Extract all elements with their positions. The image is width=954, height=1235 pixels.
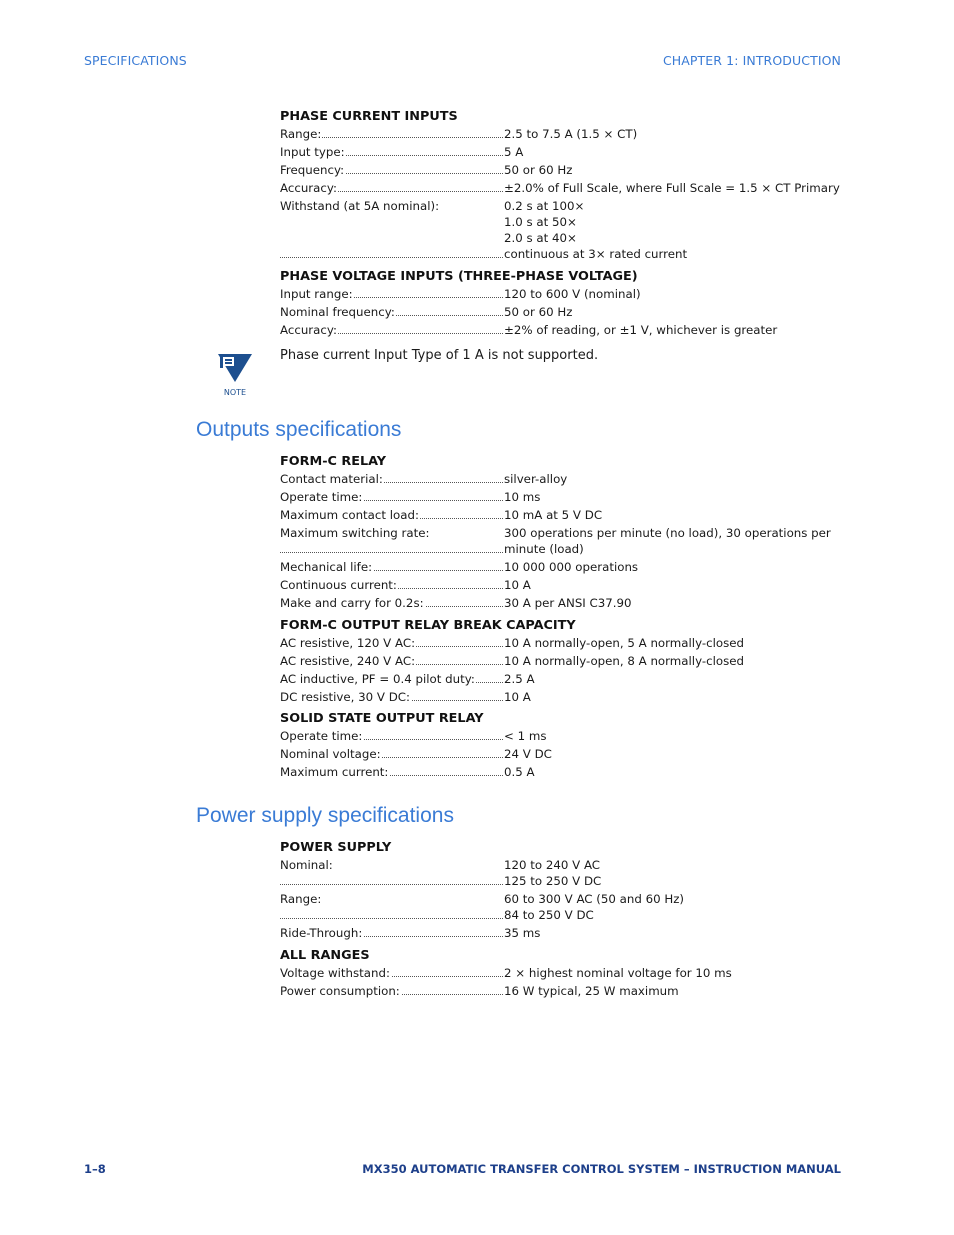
spec-label-text: Operate time:: [280, 490, 363, 504]
spec-row: [280, 322, 840, 338]
spec-row: [280, 144, 840, 160]
spec-value: [504, 689, 840, 705]
phase-current-block: [280, 108, 840, 264]
spec-label-text: Voltage withstand:: [280, 966, 390, 980]
spec-label: [280, 525, 504, 557]
spec-value: [504, 559, 840, 575]
spec-label: [280, 671, 504, 687]
spec-value-line: ±2% of reading, or ±1 V, whichever is greater: [504, 323, 778, 337]
spec-label-text: Accuracy:: [280, 323, 337, 337]
spec-label-text: AC resistive, 120 V AC:: [280, 636, 416, 650]
spec-label-text: Contact material:: [280, 472, 383, 486]
spec-label: [280, 489, 504, 505]
spec-value-line: 120 to 600 V (nominal): [504, 287, 641, 301]
spec-value: [504, 764, 840, 780]
spec-value: [504, 471, 840, 487]
spec-value-line: 60 to 300 V AC (50 and 60 Hz): [504, 892, 685, 906]
spec-value-line: 2.5 to 7.5 A (1.5 × CT): [504, 127, 638, 141]
note-icon-label: NOTE: [223, 388, 247, 397]
spec-value: [504, 653, 840, 669]
spec-row: [280, 559, 840, 575]
spec-label: [280, 198, 504, 262]
spec-value-line: 50 or 60 Hz: [504, 163, 573, 177]
spec-value: [504, 857, 840, 889]
spec-value-line: 10 A normally-open, 8 A normally-closed: [504, 654, 744, 668]
spec-label-text: Power consumption:: [280, 984, 400, 998]
spec-value-line: 30 A per ANSI C37.90: [504, 596, 632, 610]
spec-row: [280, 925, 840, 941]
spec-row: [280, 965, 840, 981]
spec-value-line: silver-alloy: [504, 472, 568, 486]
spec-row: [280, 671, 840, 687]
spec-label: [280, 595, 504, 611]
solid-state-block: [280, 710, 840, 782]
subsection-title: FORM-C OUTPUT RELAY BREAK CAPACITY: [280, 618, 576, 633]
spec-label-text: Maximum contact load:: [280, 508, 419, 522]
spec-row: [280, 507, 840, 523]
spec-label: [280, 304, 504, 320]
spec-label-text: Nominal:: [280, 858, 333, 872]
spec-label-text: Maximum switching rate:: [280, 526, 430, 540]
spec-value: [504, 891, 840, 923]
spec-value-line: 5 A: [504, 145, 524, 159]
spec-value-line: 125 to 250 V DC: [504, 874, 602, 888]
spec-label-text: Nominal frequency:: [280, 305, 395, 319]
spec-value-line: 120 to 240 V AC: [504, 858, 601, 872]
spec-label: [280, 286, 504, 302]
spec-label-text: Make and carry for 0.2s:: [280, 596, 424, 610]
spec-label: [280, 162, 504, 178]
spec-row: [280, 525, 840, 557]
subsection-title: PHASE VOLTAGE INPUTS (THREE-PHASE VOLTAGE): [280, 269, 638, 284]
spec-label-text: Operate time:: [280, 729, 363, 743]
spec-value: [504, 746, 840, 762]
spec-row: [280, 689, 840, 705]
spec-label: [280, 689, 504, 705]
spec-row: [280, 983, 840, 999]
power-supply-block: [280, 839, 840, 943]
subsection-title: SOLID STATE OUTPUT RELAY: [280, 711, 484, 726]
spec-label: [280, 635, 504, 651]
spec-label: [280, 507, 504, 523]
spec-row: [280, 286, 840, 302]
spec-label: [280, 471, 504, 487]
spec-value: [504, 180, 840, 196]
spec-row: [280, 489, 840, 505]
spec-label-text: DC resistive, 30 V DC:: [280, 690, 411, 704]
spec-label-text: Input range:: [280, 287, 353, 301]
spec-row: [280, 304, 840, 320]
spec-value: [504, 286, 840, 302]
form-c-relay-block: [280, 453, 840, 613]
spec-value-line: 0.5 A: [504, 765, 535, 779]
spec-label-text: Maximum current:: [280, 765, 389, 779]
spec-value: [504, 728, 840, 744]
spec-value: [504, 983, 840, 999]
spec-row: [280, 746, 840, 762]
spec-label-text: Range:: [280, 127, 322, 141]
spec-row: [280, 857, 840, 889]
spec-value-line: 84 to 250 V DC: [504, 908, 594, 922]
spec-label: [280, 746, 504, 762]
spec-row: [280, 728, 840, 744]
subsection-title: FORM-C RELAY: [280, 454, 387, 469]
subsection-title: PHASE CURRENT INPUTS: [280, 109, 458, 124]
spec-label: [280, 180, 504, 196]
spec-value-line: 24 V DC: [504, 747, 552, 761]
spec-value-line: 10 ms: [504, 490, 541, 504]
outputs-heading: Outputs specifications: [196, 418, 402, 441]
spec-row: [280, 891, 840, 923]
spec-row: [280, 653, 840, 669]
spec-row: [280, 180, 840, 196]
spec-value-line: continuous at 3× rated current: [504, 247, 688, 261]
spec-value-line: 16 W typical, 25 W maximum: [504, 984, 679, 998]
spec-value-line: ±2.0% of Full Scale, where Full Scale = 1.5 × CT Primary: [504, 181, 840, 195]
spec-value-line: 10 A: [504, 690, 531, 704]
spec-label: [280, 891, 504, 923]
spec-label: [280, 559, 504, 575]
spec-value: [504, 144, 840, 160]
spec-value: [504, 635, 840, 651]
spec-label-text: Range:: [280, 892, 322, 906]
spec-label-text: AC resistive, 240 V AC:: [280, 654, 416, 668]
spec-row: [280, 126, 840, 142]
spec-label: [280, 728, 504, 744]
spec-label: [280, 983, 504, 999]
spec-value-line: 2 × highest nominal voltage for 10 ms: [504, 966, 732, 980]
spec-value: [504, 525, 840, 557]
spec-label-text: Ride-Through:: [280, 926, 363, 940]
spec-label: [280, 577, 504, 593]
spec-value: [504, 126, 840, 142]
spec-value-line: 50 or 60 Hz: [504, 305, 573, 319]
spec-label: [280, 144, 504, 160]
spec-value-line: 1.0 s at 50×: [504, 215, 577, 229]
spec-value: [504, 925, 840, 941]
spec-value-line: < 1 ms: [504, 729, 547, 743]
spec-value: [504, 489, 840, 505]
spec-value: [504, 198, 840, 262]
spec-value: [504, 162, 840, 178]
spec-value-line: 10 mA at 5 V DC: [504, 508, 603, 522]
spec-row: [280, 162, 840, 178]
spec-value-line: 0.2 s at 100×: [504, 199, 585, 213]
spec-label-text: AC inductive, PF = 0.4 pilot duty:: [280, 672, 475, 686]
spec-label: [280, 925, 504, 941]
footer-title: MX350 AUTOMATIC TRANSFER CONTROL SYSTEM – INSTRUCTION MANUAL: [362, 1162, 841, 1176]
spec-value-line: 10 A: [504, 578, 531, 592]
note-text: Phase current Input Type of 1 A is not supported.: [280, 348, 599, 363]
spec-row: [280, 595, 840, 611]
phase-voltage-block: [280, 268, 840, 340]
spec-label: [280, 857, 504, 889]
running-header-chapter: CHAPTER 1: INTRODUCTION: [662, 53, 841, 68]
spec-value-line: 300 operations per minute (no load), 30 operations per: [504, 526, 831, 540]
spec-label-text: Continuous current:: [280, 578, 397, 592]
spec-row: [280, 471, 840, 487]
subsection-title: POWER SUPPLY: [280, 840, 392, 855]
spec-value-line: 35 ms: [504, 926, 541, 940]
spec-label: [280, 764, 504, 780]
spec-value: [504, 304, 840, 320]
spec-label: [280, 965, 504, 981]
spec-label-text: Mechanical life:: [280, 560, 373, 574]
form-c-break-block: [280, 617, 840, 707]
spec-label-text: Input type:: [280, 145, 345, 159]
note-icon: [214, 352, 256, 398]
spec-value-line: minute (load): [504, 542, 584, 556]
page-number: 1–8: [84, 1162, 106, 1176]
spec-value: [504, 965, 840, 981]
spec-row: [280, 764, 840, 780]
spec-value-line: 2.0 s at 40×: [504, 231, 577, 245]
spec-value: [504, 577, 840, 593]
spec-value: [504, 595, 840, 611]
spec-label: [280, 653, 504, 669]
spec-label-text: Nominal voltage:: [280, 747, 381, 761]
subsection-title: ALL RANGES: [280, 948, 370, 963]
spec-value-line: 10 000 000 operations: [504, 560, 639, 574]
running-header-section: SPECIFICATIONS: [84, 53, 187, 68]
power-heading: Power supply specifications: [196, 804, 454, 827]
spec-row: [280, 635, 840, 651]
spec-value: [504, 507, 840, 523]
spec-row: [280, 198, 840, 262]
all-ranges-block: [280, 947, 840, 1001]
spec-label-text: Frequency:: [280, 163, 345, 177]
spec-label: [280, 322, 504, 338]
spec-value-line: 10 A normally-open, 5 A normally-closed: [504, 636, 744, 650]
spec-label-text: Accuracy:: [280, 181, 337, 195]
spec-row: [280, 577, 840, 593]
spec-value-line: 2.5 A: [504, 672, 535, 686]
spec-label: [280, 126, 504, 142]
spec-value: [504, 322, 840, 338]
spec-label-text: Withstand (at 5A nominal):: [280, 199, 440, 213]
spec-value: [504, 671, 840, 687]
